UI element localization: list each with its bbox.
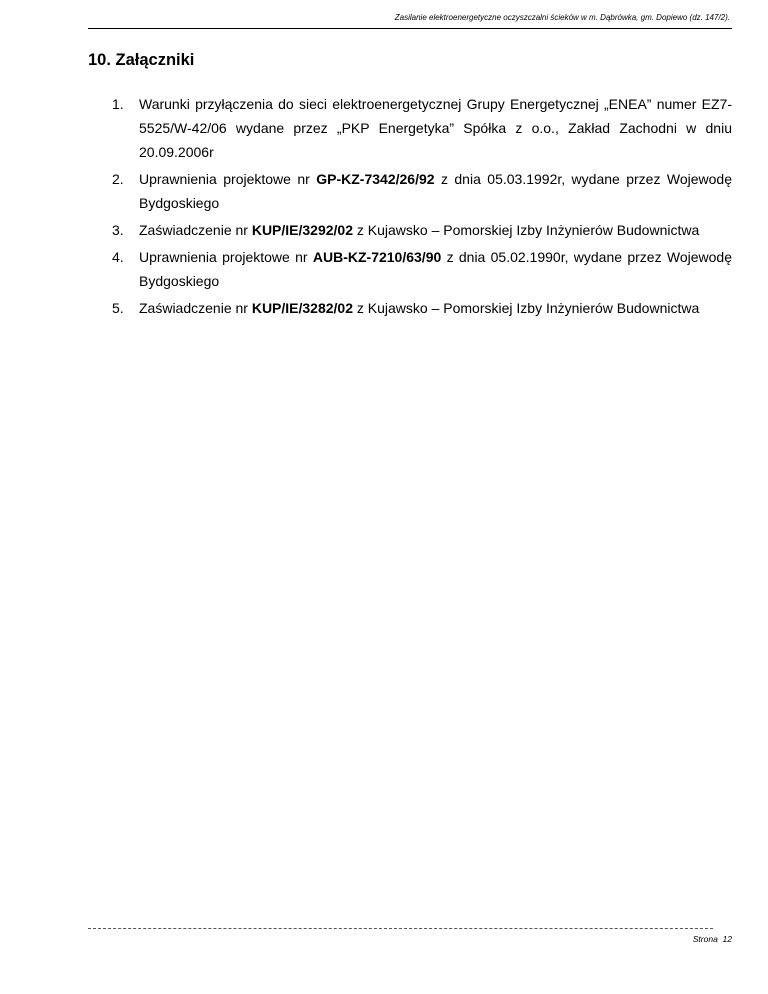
item-text: Warunki przyłączenia do sieci elektroenergetycznej Grupy Energetycznej „ENEA” numer EZ7-5525/W-42/06 wydane przez „PKP Energetyka” Spółka z o.o., Zakład Zachodni w dniu 20.09.2006r	[139, 96, 732, 160]
item-number: 1.	[112, 96, 124, 112]
item-code: KUP/IE/3292/02	[251, 222, 353, 238]
item-code: GP-KZ-7342/26/92	[316, 171, 435, 187]
item-text-before: Zaświadczenie nr	[139, 222, 252, 238]
list-item	[112, 218, 732, 242]
item-number: 5.	[112, 300, 124, 316]
header-text: Zasilanie elektroenergetyczne oczyszczalni ścieków w m. Dąbrówka, gm. Dopiewo (dz. 147/2).	[394, 13, 730, 22]
item-text-before: Uprawnienia projektowe nr	[139, 249, 313, 265]
page-number: 12	[722, 934, 732, 944]
list-item	[112, 296, 732, 320]
list-item	[112, 92, 732, 164]
attachments-list	[112, 92, 732, 323]
footer-divider	[88, 928, 713, 929]
page-header	[88, 8, 732, 29]
item-code: KUP/IE/3282/02	[251, 300, 353, 316]
item-text-after: z dnia 05.02.1990r, wydane przez Wojewodę Bydgoskiego	[139, 249, 732, 289]
list-item	[112, 245, 732, 293]
list-item	[112, 167, 732, 215]
item-text-before: Uprawnienia projektowe nr	[139, 171, 317, 187]
item-text-after: z dnia 05.03.1992r, wydane przez Wojewodę Bydgoskiego	[139, 171, 733, 211]
section-title: 10. Załączniki	[88, 51, 195, 69]
item-number: 4.	[112, 249, 124, 265]
item-number: 3.	[112, 222, 124, 238]
item-text-after: z Kujawsko – Pomorskiej Izby Inżynierów Budownictwa	[353, 300, 700, 316]
item-text-before: Zaświadczenie nr	[139, 300, 252, 316]
page-footer	[693, 934, 732, 944]
page-label: Strona	[692, 934, 718, 944]
item-code: AUB-KZ-7210/63/90	[312, 249, 442, 265]
item-text-after: z Kujawsko – Pomorskiej Izby Inżynierów Budownictwa	[353, 222, 700, 238]
item-number: 2.	[112, 171, 124, 187]
